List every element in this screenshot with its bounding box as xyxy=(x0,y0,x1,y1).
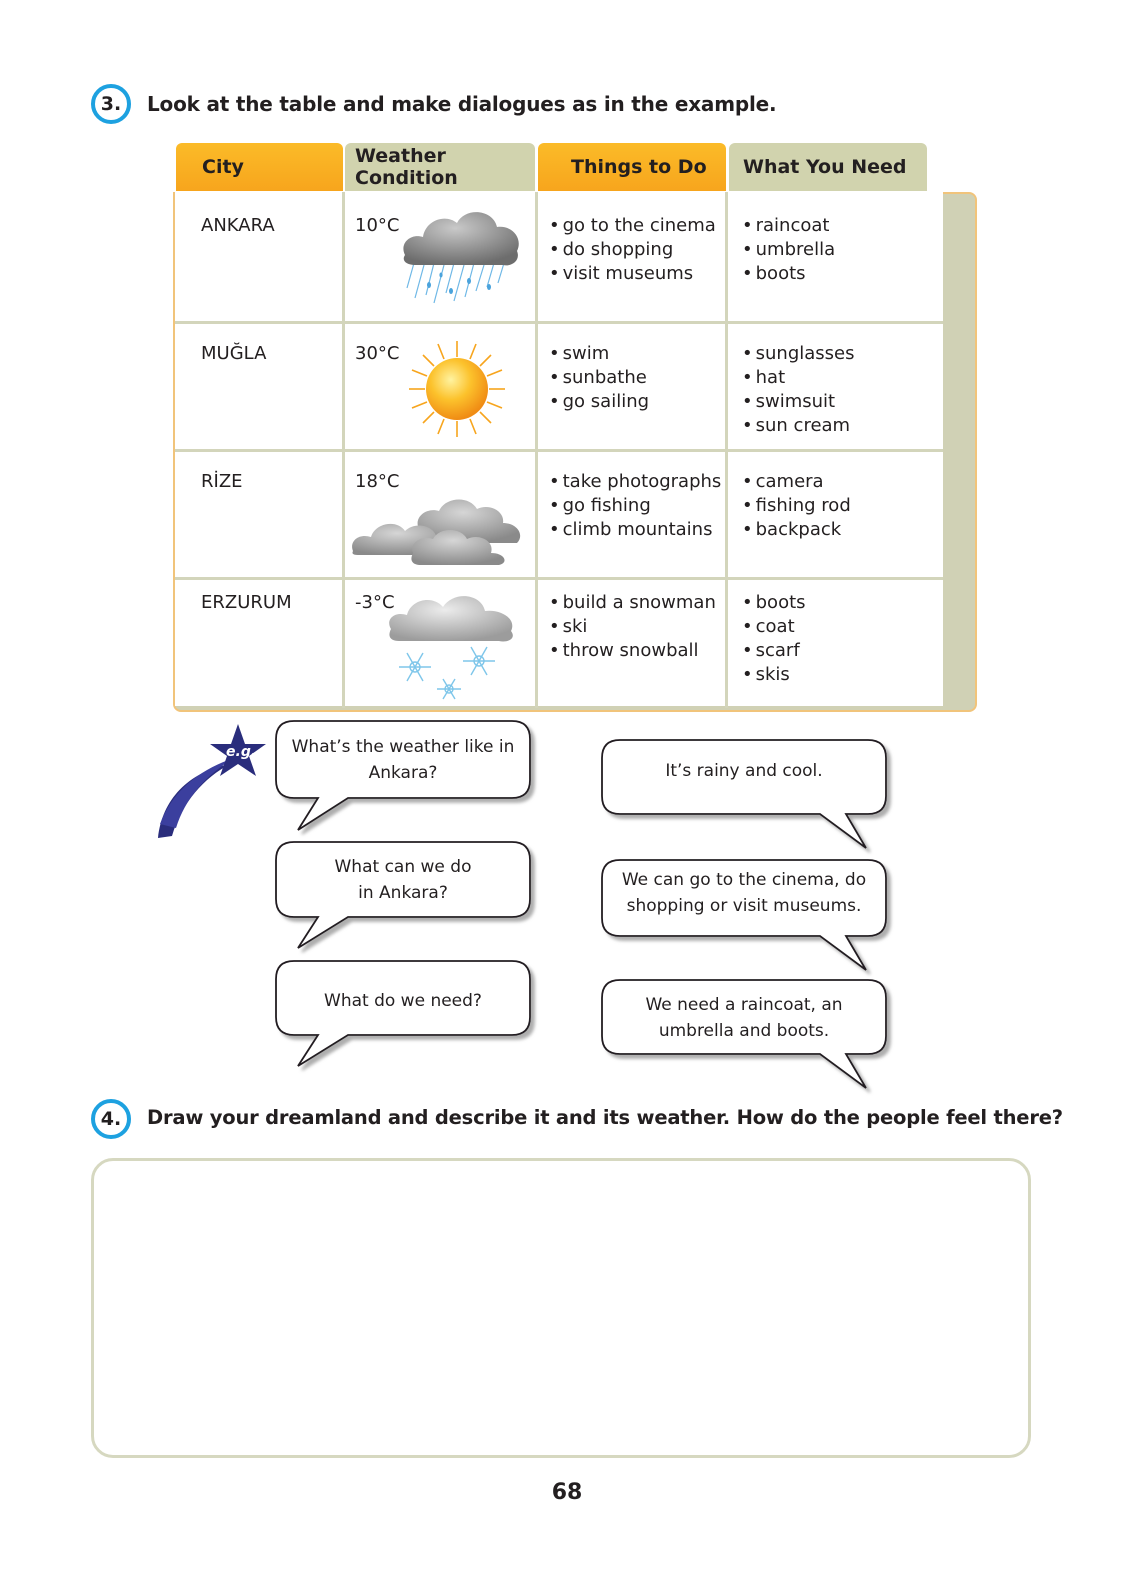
temperature-cell: 18°C xyxy=(355,471,400,492)
temperature-cell: 30°C xyxy=(355,343,400,364)
list-item: • sun cream xyxy=(742,414,854,438)
list-item: • fishing rod xyxy=(742,494,851,518)
temperature-cell: 10°C xyxy=(355,215,400,236)
city-cell: MUĞLA xyxy=(201,343,267,364)
answer-1-text xyxy=(602,758,886,784)
question-2-text xyxy=(276,854,530,906)
list-item: • skis xyxy=(742,663,806,687)
list-item: • hat xyxy=(742,366,854,390)
answer-2-line-2: shopping or visit museums. xyxy=(626,896,862,916)
task-3-number-label: 3. xyxy=(100,93,122,115)
answer-2-line-1: We can go to the cinema, do xyxy=(621,870,867,890)
question-3-text xyxy=(276,988,530,1014)
answer-1-line-1: It’s rainy and cool. xyxy=(665,761,823,781)
list-item: • scarf xyxy=(742,639,806,663)
list-item: • umbrella xyxy=(742,238,835,262)
list-item: • go sailing xyxy=(549,390,649,414)
task-4-number-label: 4. xyxy=(100,1108,122,1130)
list-item: • build a snowman xyxy=(549,591,716,615)
answer-3-line-1: We need a raincoat, an xyxy=(645,995,843,1015)
list-item: • boots xyxy=(742,591,806,615)
list-item: • camera xyxy=(742,470,851,494)
question-1-line-2: Ankara? xyxy=(368,763,438,783)
list-item: • climb mountains xyxy=(549,518,721,542)
page-number: 68 xyxy=(551,1480,583,1505)
header-weather-condition: Weather Condition xyxy=(345,143,535,191)
task-4-number xyxy=(91,1099,131,1139)
list-item: • throw snowball xyxy=(549,639,716,663)
header-city: City xyxy=(176,143,343,191)
list-item: • raincoat xyxy=(742,214,835,238)
list-item: • boots xyxy=(742,262,835,286)
example-label: e.g. xyxy=(226,744,257,760)
answer-2-text xyxy=(602,867,886,919)
header-what-you-need: What You Need xyxy=(729,143,927,191)
question-1-text xyxy=(276,734,530,786)
task-3-instruction: Look at the table and make dialogues as in the example. xyxy=(147,92,777,116)
list-item: • backpack xyxy=(742,518,851,542)
question-2-line-2: in Ankara? xyxy=(358,883,448,903)
task-4-instruction: Draw your dreamland and describe it and its weather. How do the people feel there? xyxy=(147,1106,1063,1129)
list-item: • ski xyxy=(549,615,716,639)
list-item: • swimsuit xyxy=(742,390,854,414)
list-item: • sunglasses xyxy=(742,342,854,366)
city-cell: RİZE xyxy=(201,471,243,492)
question-1-line-1: What’s the weather like in xyxy=(291,737,515,757)
question-2-line-1: What can we do xyxy=(334,857,472,877)
list-item: • sunbathe xyxy=(549,366,649,390)
list-item: • do shopping xyxy=(549,238,716,262)
city-cell: ANKARA xyxy=(201,215,275,236)
list-item: • coat xyxy=(742,615,806,639)
list-item: • visit museums xyxy=(549,262,716,286)
list-item: • take photographs xyxy=(549,470,721,494)
speech-bubble-answer-1 xyxy=(602,740,886,848)
answer-3-text xyxy=(602,992,886,1044)
city-cell: ERZURUM xyxy=(201,592,292,613)
temperature-cell: -3°C xyxy=(355,592,395,613)
list-item: • swim xyxy=(549,342,649,366)
list-item: • go to the cinema xyxy=(549,214,716,238)
question-3-line-1: What do we need? xyxy=(324,991,482,1011)
list-item: • go fishing xyxy=(549,494,721,518)
drawing-area[interactable] xyxy=(91,1158,1031,1458)
answer-3-line-2: umbrella and boots. xyxy=(658,1021,830,1041)
header-things-to-do: Things to Do xyxy=(538,143,726,191)
